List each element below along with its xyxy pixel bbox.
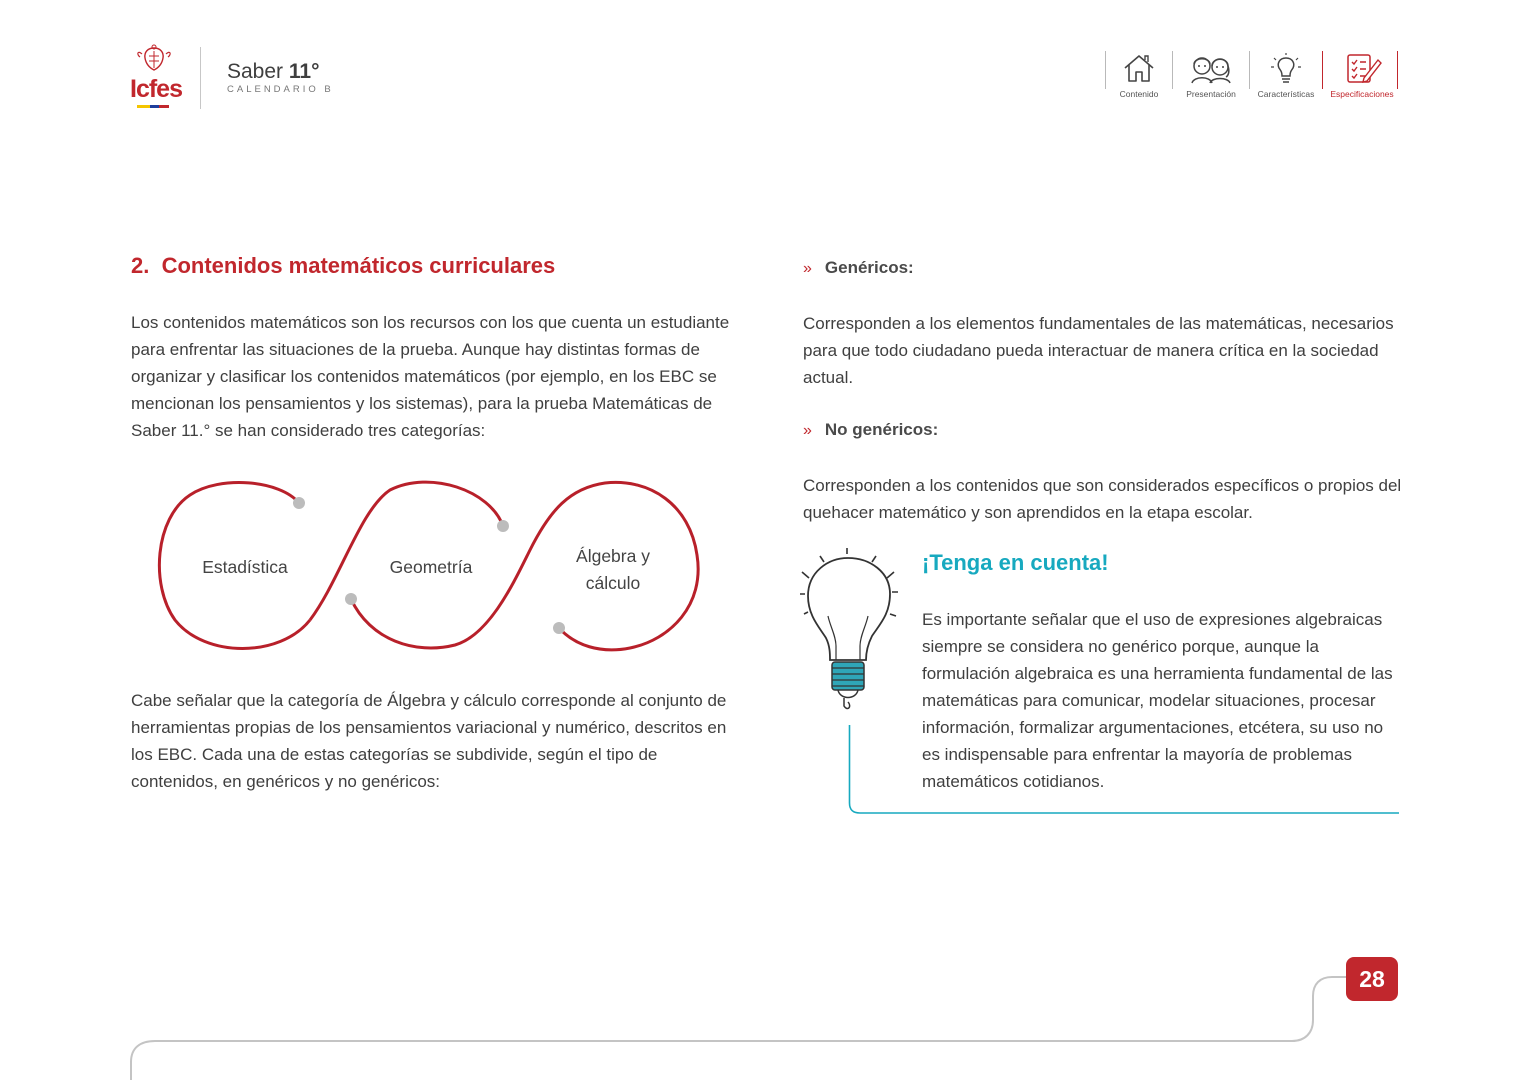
bullet-no-genericos [803, 420, 938, 440]
curve-geometria [310, 482, 503, 620]
nav-especificaciones[interactable] [1326, 52, 1398, 99]
note-frame-line [848, 725, 1402, 817]
nav-label: Presentación [1186, 89, 1236, 99]
coat-of-arms-icon [128, 44, 180, 76]
nav-label: Características [1257, 89, 1315, 99]
bullet-genericos [803, 258, 914, 278]
bullet-title: Genéricos: [824, 258, 914, 277]
nav-label: Especificaciones [1330, 89, 1394, 99]
curve-end-dot [293, 497, 305, 509]
bullet-title: No genéricos: [824, 420, 939, 439]
category-estadistica: Estadística [202, 557, 288, 577]
closing-paragraph: Cabe señalar que la categoría de Álgebra y cálculo corresponde al conjunto de herramientas propias de los pensamientos variacional y numérico, descritos en los EBC. Cada una de estas categorías se subdivide, según el tipo de contenidos, en genéricos y no genéricos: [131, 691, 727, 791]
lightbulb-illustration-icon [800, 546, 900, 716]
lightbulb-icon [1268, 52, 1304, 84]
document-subtitle: CALENDARIO B [227, 84, 334, 95]
section-title: 2. Contenidos matemáticos curriculares [131, 253, 556, 278]
nav-label: Contenido [1119, 89, 1159, 99]
nav-contenido[interactable] [1103, 52, 1175, 99]
category-geometria: Geometría [389, 557, 473, 577]
nav-presentacion[interactable] [1175, 52, 1247, 99]
nav-caracteristicas[interactable] [1250, 52, 1322, 99]
page-number: 28 [1346, 957, 1398, 1001]
people-icon [1188, 52, 1234, 84]
note-title: ¡Tenga en cuenta! [922, 550, 1109, 575]
curve-end-dot [497, 520, 509, 532]
house-icon [1121, 52, 1157, 84]
flag-stripe [137, 105, 169, 108]
note-paragraph: Es importante señalar que el uso de expresiones algebraicas siempre se considera no genérico porque, aunque la formulación algebraica es una herramienta fundamental de las matemáticas para comunicar, modelar situaciones, procesar información, formalizar argumentaciones, etcétera, su uso no es indispensable para enfrentar la mayoría de problemas matemáticos cotidianos. [922, 610, 1393, 791]
curve-end-dot [345, 593, 357, 605]
bullet-marker: » [803, 422, 812, 439]
header-divider [200, 47, 201, 109]
logo-wordmark: Icfes [130, 75, 182, 103]
nav-separator-active [1322, 51, 1323, 89]
checklist-icon [1342, 52, 1382, 84]
document-title: Saber 11° [227, 60, 320, 83]
intro-paragraph: Los contenidos matemáticos son los recursos con los que cuenta un estudiante para enfrentar las situaciones de la prueba. Aunque hay distintas formas de organizar y clasificar los contenidos matemáticos (por ejemplo, en los EBC se mencionan los pensamientos y los sistemas), para la prueba Matemáticas de Saber 11.° se han considerado tres categorías: [131, 313, 730, 440]
genericos-paragraph: Corresponden a los elementos fundamentales de las matemáticas, necesarios para que todo ciudadano pueda interactuar de manera crítica en la sociedad actual. [803, 314, 1394, 387]
curve-end-dot [553, 622, 565, 634]
no-genericos-paragraph: Corresponden a los contenidos que son considerados específicos o propios del quehacer matemático y son aprendidos en la etapa escolar. [803, 476, 1402, 522]
bullet-marker: » [803, 260, 812, 277]
category-algebra-calculo: Álgebra y cálculo [576, 546, 650, 593]
